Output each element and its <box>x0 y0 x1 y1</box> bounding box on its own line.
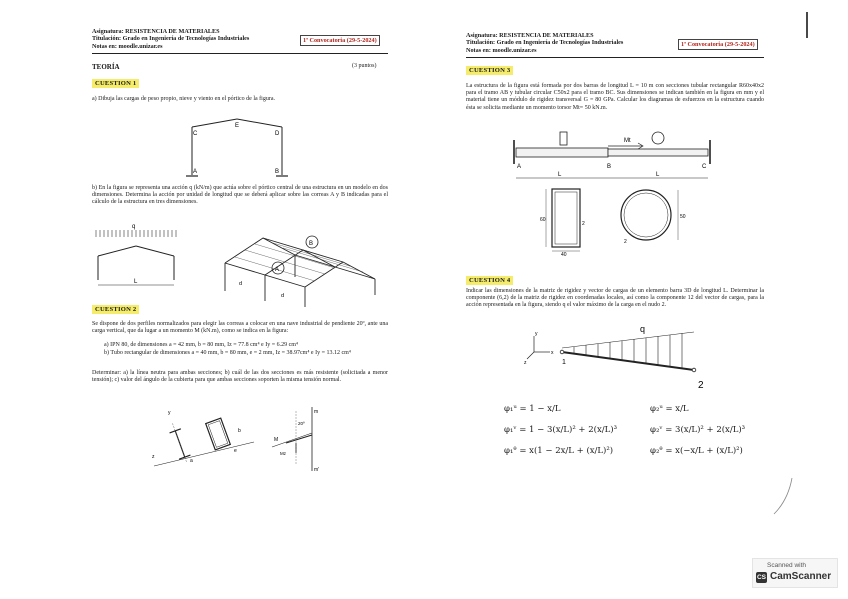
q3-c-label: C <box>702 164 707 170</box>
q3-d60-label: 60 <box>540 217 546 223</box>
fig-mz-label: Mz <box>280 451 286 456</box>
q2-intro: Se dispone de dos perfiles normalizados para elegir las correas a colocar en una nave industrial de pendiente 20º, ante una carga vertical, que da lugar a un momento M (kN.m), como se indica en la figura: <box>92 321 388 335</box>
label-e: E <box>235 123 240 129</box>
q3-mt-label: Mt <box>624 138 631 144</box>
right-page <box>424 0 848 599</box>
section-points: (3 puntos) <box>352 63 377 69</box>
q2-title: CUESTION 2 <box>92 305 139 314</box>
q3-d2a-label: 2 <box>582 221 585 227</box>
formula-phi2-u: φ₂ᵘ = x/L <box>650 404 689 414</box>
formula-phi2-theta: φ₂ᶿ = x(−x/L + (x/L)²) <box>650 446 743 456</box>
label-d: D <box>275 131 280 137</box>
fig-e-label: e <box>234 448 237 454</box>
q3-d2b-label: 2 <box>624 239 627 245</box>
camscanner-watermark <box>752 558 838 588</box>
subject-line: Asignatura: RESISTENCIA DE MATERIALES <box>92 28 220 35</box>
portal-2d-figure <box>94 222 184 292</box>
q3-a-label: A <box>517 164 522 170</box>
q3-text: La estructura de la figura está formada por dos barras de longitud L = 10 m con secciones tubular rectangular R60x40x2 para el tramo AB y tubular circular C50x2 para el tramo BC. Sus dimensiones se indican también en la figura en mm y el material tiene un módulo de rigidez transversal G = 80 GPa. Calcular los diagramas de esfuerzos en la estructura cuando ésta se solicita mediante un momento torsor Mt= 50 kN.m. <box>466 83 764 111</box>
label-b: B <box>275 169 280 175</box>
circle-a-label: A <box>275 267 280 273</box>
roof-3d-figure <box>215 213 390 308</box>
q1-frame-figure <box>170 115 300 180</box>
camscanner-logo-icon: CS <box>756 574 767 581</box>
q1-part-a: a) Dibuja las cargas de peso propio, nieve y viento en el pórtico de la figura. <box>92 96 275 102</box>
circle-b-label: B <box>309 241 314 247</box>
q2-item-b: b) Tubo rectangular de dimensiones a = 40 mm, b = 80 mm, e = 2 mm, Iz = 38.97cm⁴ e Iy = 13.12 cm⁴ <box>104 350 351 356</box>
q4-x-label: x <box>551 350 554 356</box>
q4-q-label: q <box>640 324 646 334</box>
subject-line-r: Asignatura: RESISTENCIA DE MATERIALES <box>466 32 594 39</box>
header-rule <box>92 53 388 54</box>
pen-marks <box>424 0 848 599</box>
degree-line: Titulación: Grado en Ingeniería de Tecnologías Industriales <box>92 35 250 43</box>
q-load-label: q <box>132 224 136 230</box>
fig-ang-label: 20º <box>298 421 305 426</box>
l-label: L <box>134 279 138 285</box>
fig-a-label: a <box>190 458 193 464</box>
q2-determine: Determinar: a) la línea neutra para ambas secciones; b) cuál de las dos secciones es más resistente (solicitada a menor tensión); c) valor del ángulo de la cubierta para que ambas secciones soporten la misma tensión normal. <box>92 370 388 384</box>
q2-item-a: a) IPN 80, de dimensiones a = 42 mm, b = 80 mm, Iz = 77.8 cm⁴ e Iy = 6.29 cm⁴ <box>104 342 299 348</box>
formula-phi1-v: φ₁ᵛ = 1 − 3(x/L)² + 2(x/L)³ <box>504 425 618 435</box>
fig-b-label: b <box>238 428 241 434</box>
watermark-line1: Scanned with <box>767 562 807 569</box>
label-a: A <box>193 169 198 175</box>
q4-y-label: y <box>535 331 538 337</box>
label-c: C <box>193 131 198 137</box>
q4-text: Indicar las dimensiones de la matriz de rigidez y vector de cargas de un elemento barra 3D de longitud L. Determinar la componente (6,2) de la matriz de rigidez en coordenadas locales, así como la componente 12 del vector de cargas, para la acción representada en la figura, siendo q el valor máximo de la carga en el nudo 2. <box>466 288 764 309</box>
formula-phi2-v: φ₂ᵛ = 3(x/L)² + 2(x/L)³ <box>650 425 746 435</box>
fig-m2-label: m' <box>314 467 320 473</box>
notes-line: Notas en: moodle.unizar.es <box>92 42 163 50</box>
formula-phi1-u: φ₁ᵘ = 1 − x/L <box>504 404 561 414</box>
q3-d50-label: 50 <box>680 214 686 220</box>
fig-y-label: y <box>168 410 171 416</box>
formula-phi1-theta: φ₁ᶿ = x(1 − 2x/L + (x/L)²) <box>504 446 614 456</box>
watermark-line2: CamScanner <box>770 571 832 582</box>
notes-line-r: Notas en: moodle.unizar.es <box>466 46 537 54</box>
fig-M-label: M <box>274 437 279 443</box>
left-header <box>92 28 249 50</box>
q3-d40-label: 40 <box>561 252 567 258</box>
q1-title: CUESTION 1 <box>92 79 139 88</box>
d-label-2: d <box>281 293 285 299</box>
convocatoria-badge-r: 1ª Convocatoria (29-5-2024) <box>678 39 758 50</box>
q3-l1-label: L <box>558 172 562 178</box>
q2-section-figure <box>150 408 260 478</box>
degree-line-r: Titulación: Grado en Ingeniería de Tecnologías Industriales <box>466 39 624 47</box>
convocatoria-badge: 1ª Convocatoria (29-5-2024) <box>300 35 380 46</box>
q3-l2-label: L <box>656 172 660 178</box>
q2-moment-figure <box>266 405 326 475</box>
q4-node2-label: 2 <box>698 380 704 391</box>
q3-title: CUESTION 3 <box>466 66 513 75</box>
q4-node1-label: 1 <box>562 359 566 366</box>
fig-m-label: m <box>314 409 319 415</box>
section-title: TEORÍA <box>92 63 120 71</box>
q1-part-b: b) En la figura se representa una acción q (kN/m) que actúa sobre el pórtico central de una estructura en un modelo en dos dimensiones. Determina la acción por unidad de longitud que se deberá aplicar sobre las correas A y B indicadas para el cálculo de la estructura en tres dimensiones. <box>92 185 388 206</box>
q4-title: CUESTION 4 <box>466 276 513 285</box>
q4-z-label: z <box>524 360 527 366</box>
fig-z-label: z <box>152 454 155 460</box>
d-label-1: d <box>239 281 243 287</box>
q3-b-label: B <box>607 164 612 170</box>
